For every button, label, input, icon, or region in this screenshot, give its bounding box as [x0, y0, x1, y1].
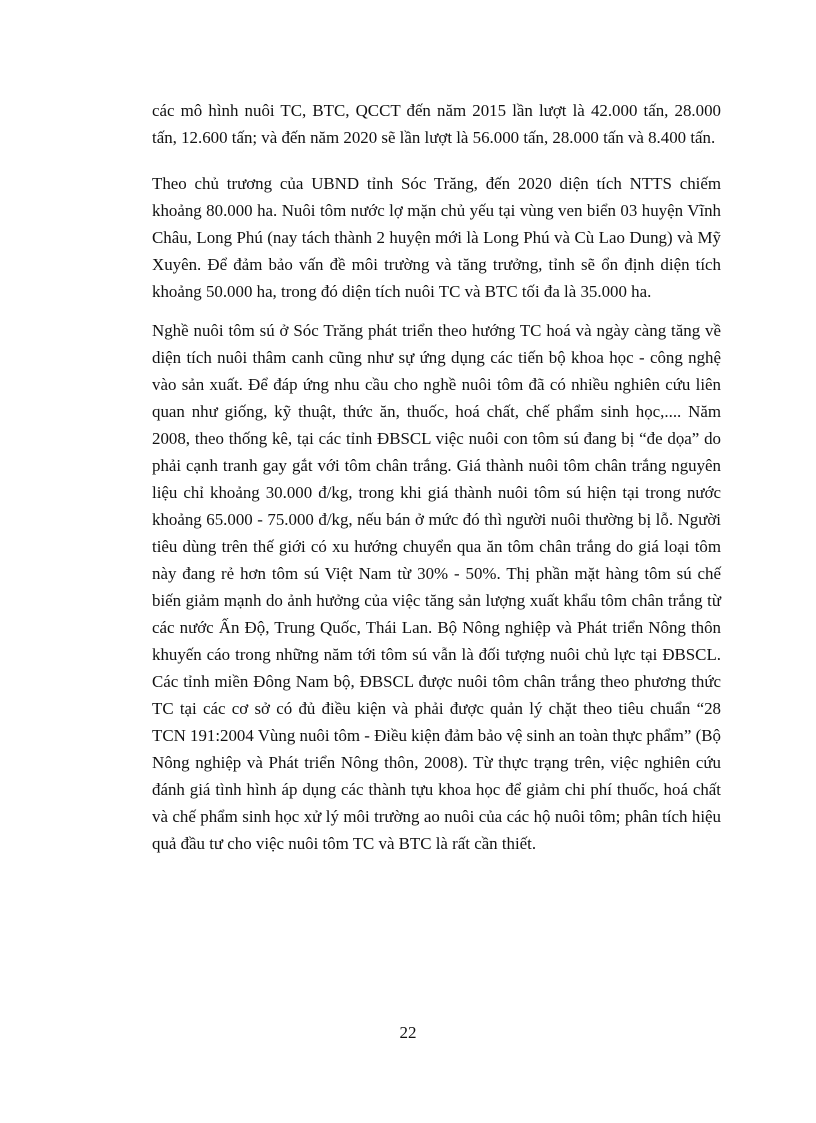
paragraph-provincial-policy: Theo chủ trương của UBND tỉnh Sóc Trăng, đến 2020 diện tích NTTS chiếm khoảng 80.000 ha. Nuôi tôm nước lợ mặn chủ yếu tại vùng ven biển 03 huyện Vĩnh Châu, Long Phú (nay tách thành 2 huyện mới là Long Phú và Cù Lao Dung) và Mỹ Xuyên. Để đảm bảo vấn đề môi trường và tăng trưởng, tỉnh sẽ ổn định diện tích khoảng 50.000 ha, trong đó diện tích nuôi TC và BTC tối đa là 35.000 ha. — [152, 174, 721, 301]
paragraph-shrimp-farming-context: Nghề nuôi tôm sú ở Sóc Trăng phát triển theo hướng TC hoá và ngày càng tăng về diện tích nuôi thâm canh cũng như sự ứng dụng các tiến bộ khoa học - công nghệ vào sản xuất. Để đáp ứng nhu cầu cho nghề nuôi tôm đã có nhiều nghiên cứu liên quan như giống, kỹ thuật, thức ăn, thuốc, hoá chất, chế phẩm sinh học,.... Năm 2008, theo thống kê, tại các tỉnh ĐBSCL việc nuôi con tôm sú đang bị “đe dọa” do phải cạnh tranh gay gắt với tôm chân trắng. Giá thành nuôi tôm chân trắng nguyên liệu chỉ khoảng 30.000 đ/kg, trong khi giá thành nuôi tôm sú hiện tại trong nước khoảng 65.000 - 75.000 đ/kg, nếu bán ở mức đó thì người nuôi thường bị lỗ. Người tiêu dùng trên thế giới có xu hướng chuyển qua ăn tôm chân trắng do giá loại tôm này đang rẻ hơn tôm sú Việt Nam từ 30% - 50%. Thị phần mặt hàng tôm sú chế biến giảm mạnh do ảnh hưởng của việc tăng sản lượng xuất khẩu tôm chân trắng từ các nước Ấn Độ, Trung Quốc, Thái Lan. Bộ Nông nghiệp và Phát triển Nông thôn khuyến cáo trong những năm tới tôm sú vẫn là đối tượng nuôi chủ lực tại ĐBSCL. Các tỉnh miền Đông Nam bộ, ĐBSCL được nuôi tôm chân trắng theo phương thức TC tại các cơ sở có đủ điều kiện và phải được quản lý chặt theo tiêu chuẩn “28 TCN 191:2004 Vùng nuôi tôm - Điều kiện đảm bảo vệ sinh an toàn thực phẩm” (Bộ Nông nghiệp và Phát triển Nông thôn, 2008). Từ thực trạng trên, việc nghiên cứu đánh giá tình hình áp dụng các thành tựu khoa học để giảm chi phí thuốc, hoá chất và chế phẩm sinh học xử lý môi trường ao nuôi của các hộ nuôi tôm; phân tích hiệu quả đầu tư cho việc nuôi tôm TC và BTC là rất cần thiết. — [152, 321, 721, 853]
page-number: 22 — [399, 1023, 417, 1042]
body-text — [152, 97, 721, 857]
paragraph-production-targets: các mô hình nuôi TC, BTC, QCCT đến năm 2015 lần lượt là 42.000 tấn, 28.000 tấn, 12.600 tấn; và đến năm 2020 sẽ lần lượt là 56.000 tấn, 28.000 tấn và 8.400 tấn. — [152, 101, 721, 147]
